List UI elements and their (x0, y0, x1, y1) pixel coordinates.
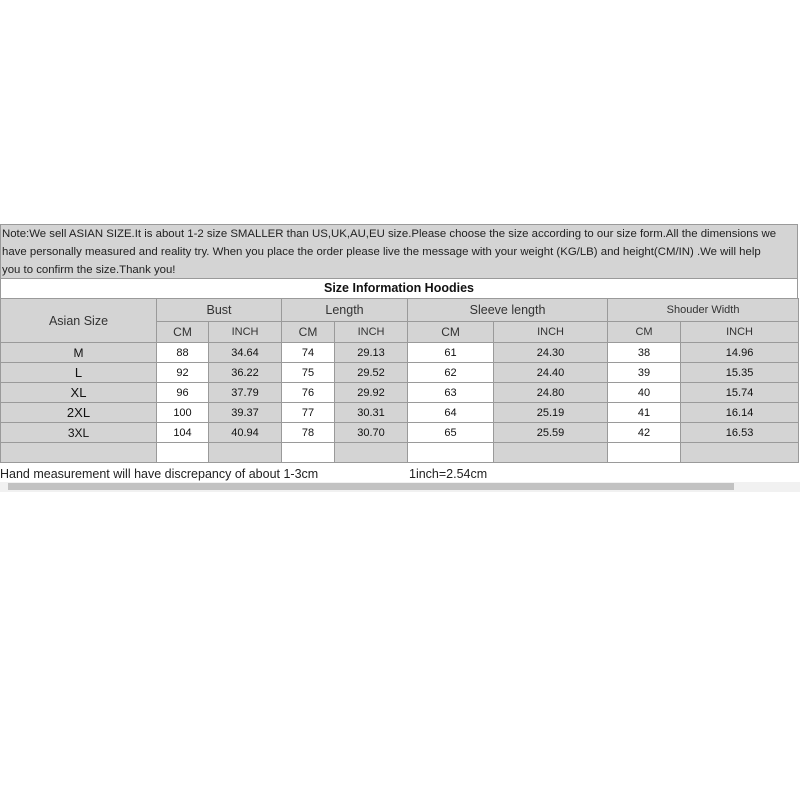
unit-header: CM (282, 322, 335, 343)
scrollbar-thumb[interactable] (8, 483, 734, 490)
table-cell: 76 (282, 383, 335, 403)
table-cell-empty (209, 443, 282, 463)
table-cell-empty (1, 443, 157, 463)
table-cell: 77 (282, 403, 335, 423)
table-cell-empty (282, 443, 335, 463)
note-line-1: Note:We sell ASIAN SIZE.It is about 1-2 size SMALLER than US,UK,AU,EU size.Please choose the size according to our size form.All the dimensions we (2, 228, 777, 240)
table-cell: 39.37 (209, 403, 282, 423)
table-cell: 25.59 (494, 423, 608, 443)
table-cell: 30.70 (335, 423, 408, 443)
table-row (1, 343, 799, 363)
table-cell: 16.53 (681, 423, 799, 443)
table-cell: 29.92 (335, 383, 408, 403)
table-cell: 15.35 (681, 363, 799, 383)
table-cell: 88 (157, 343, 209, 363)
note-line-2: have personally measured and reality try. When you place the order please live the message with your weight (KG/LB) and height(CM/IN) .We will help (2, 246, 761, 258)
unit-header: INCH (335, 322, 408, 343)
table-cell: 39 (608, 363, 681, 383)
table-cell: 100 (157, 403, 209, 423)
note-line-3: you to confirm the size.Thank you! (2, 264, 176, 276)
size-chart-sheet (0, 224, 800, 492)
table-cell: 61 (408, 343, 494, 363)
table-row (1, 403, 799, 423)
table-cell: 65 (408, 423, 494, 443)
table-cell-empty (408, 443, 494, 463)
unit-header: CM (408, 322, 494, 343)
table-cell: 63 (408, 383, 494, 403)
table-cell: 29.52 (335, 363, 408, 383)
table-cell: 37.79 (209, 383, 282, 403)
table-cell: 40 (608, 383, 681, 403)
table-cell: 104 (157, 423, 209, 443)
table-cell: 41 (608, 403, 681, 423)
size-table (0, 298, 799, 463)
table-cell: 15.74 (681, 383, 799, 403)
table-cell: 24.80 (494, 383, 608, 403)
table-cell: 62 (408, 363, 494, 383)
table-cell: 14.96 (681, 343, 799, 363)
table-cell: 75 (282, 363, 335, 383)
table-cell: 29.13 (335, 343, 408, 363)
table-cell: 38 (608, 343, 681, 363)
table-cell: 78 (282, 423, 335, 443)
table-cell-empty (681, 443, 799, 463)
group-header-row (1, 299, 799, 322)
table-cell: 40.94 (209, 423, 282, 443)
table-cell: 25.19 (494, 403, 608, 423)
table-cell-empty (157, 443, 209, 463)
table-cell-empty (335, 443, 408, 463)
unit-header: INCH (681, 322, 799, 343)
conversion-note: 1inch=2.54cm (409, 467, 488, 481)
group-header-length: Length (282, 299, 408, 322)
table-cell: 74 (282, 343, 335, 363)
table-cell: 64 (408, 403, 494, 423)
size-label: M (1, 343, 157, 363)
table-cell: 16.14 (681, 403, 799, 423)
table-cell-empty (608, 443, 681, 463)
group-header-shoulder-width: Shouder Width (608, 299, 799, 322)
size-note (0, 224, 798, 279)
group-header-bust: Bust (157, 299, 282, 322)
footer-note (0, 466, 798, 482)
discrepancy-note: Hand measurement will have discrepancy of about 1-3cm (0, 467, 319, 481)
table-row (1, 383, 799, 403)
horizontal-scrollbar[interactable] (0, 482, 800, 492)
size-label: XL (1, 383, 157, 403)
unit-header: INCH (494, 322, 608, 343)
table-cell-empty (494, 443, 608, 463)
table-cell: 36.22 (209, 363, 282, 383)
unit-header: CM (157, 322, 209, 343)
table-cell: 96 (157, 383, 209, 403)
table-cell: 24.30 (494, 343, 608, 363)
table-cell: 42 (608, 423, 681, 443)
size-label: 3XL (1, 423, 157, 443)
size-label: 2XL (1, 403, 157, 423)
table-row (1, 363, 799, 383)
size-label: L (1, 363, 157, 383)
unit-header: INCH (209, 322, 282, 343)
asian-size-header: Asian Size (1, 299, 157, 343)
unit-header: CM (608, 322, 681, 343)
table-cell: 92 (157, 363, 209, 383)
table-cell: 24.40 (494, 363, 608, 383)
table-row (1, 423, 799, 443)
group-header-sleeve-length: Sleeve length (408, 299, 608, 322)
table-cell: 34.64 (209, 343, 282, 363)
table-cell: 30.31 (335, 403, 408, 423)
table-row-empty (1, 443, 799, 463)
table-title: Size Information Hoodies (0, 279, 798, 298)
